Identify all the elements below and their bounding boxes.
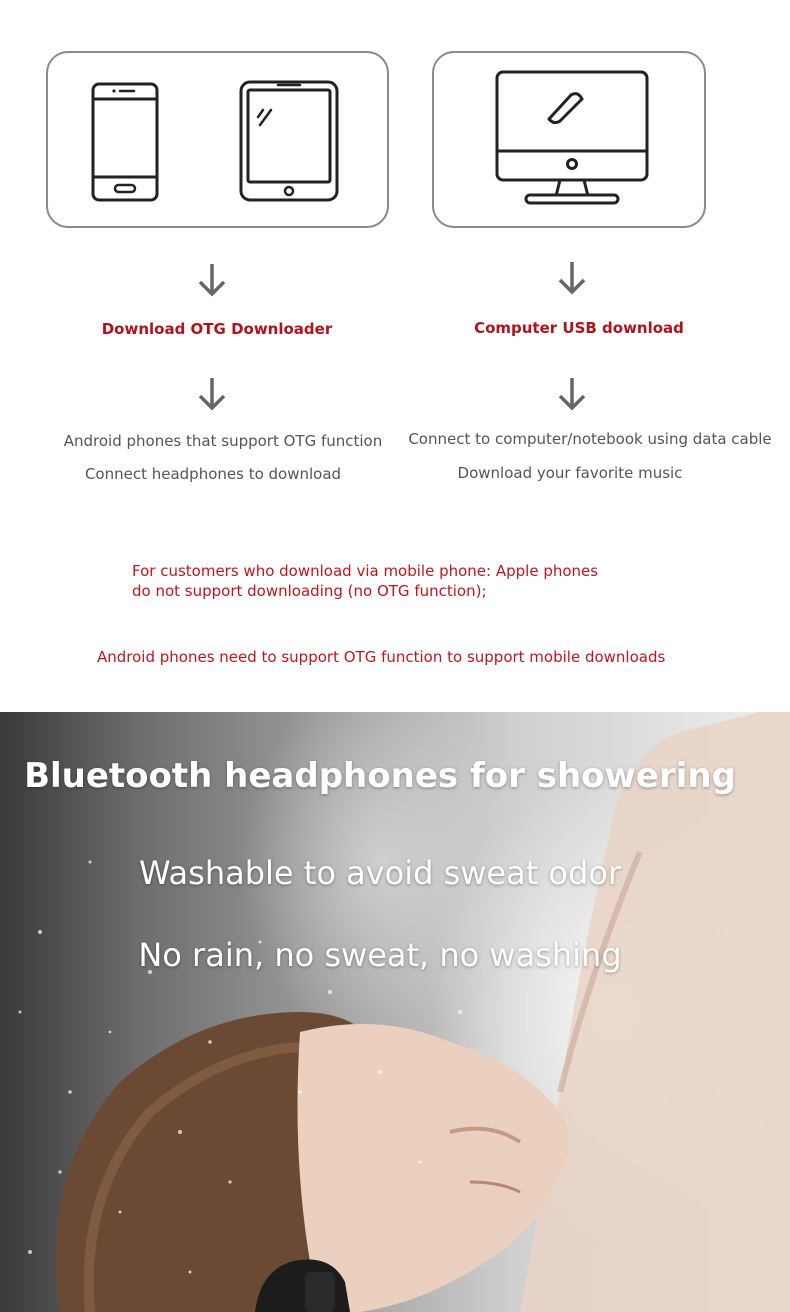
usb-description-line1: Connect to computer/notebook using data cable — [408, 430, 772, 448]
apple-note — [132, 561, 692, 601]
banner-line1: Washable to avoid sweat odor — [138, 854, 622, 892]
shower-banner — [0, 712, 790, 1312]
computer-card — [432, 51, 706, 228]
banner-title: Bluetooth headphones for showering — [24, 756, 736, 796]
desktop-monitor-icon — [494, 69, 650, 207]
down-arrow-icon — [557, 260, 587, 296]
usb-description-line2: Download your favorite music — [457, 464, 683, 482]
down-arrow-icon — [197, 376, 227, 412]
apple-note-line2: do not support downloading (no OTG function); — [132, 582, 487, 600]
apple-note-line1: For customers who download via mobile phone: Apple phones — [132, 562, 599, 580]
otg-download-heading: Download OTG Downloader — [101, 320, 333, 338]
down-arrow-icon — [557, 376, 587, 412]
android-note: Android phones need to support OTG function to support mobile downloads — [97, 648, 666, 666]
shower-person-image — [0, 712, 790, 1312]
smartphone-icon — [90, 81, 160, 203]
tablet-icon — [238, 79, 340, 203]
otg-description-line1: Android phones that support OTG function — [63, 432, 383, 450]
mobile-devices-card — [46, 51, 389, 228]
otg-description-line2: Connect headphones to download — [84, 465, 342, 483]
down-arrow-icon — [197, 262, 227, 298]
usb-download-heading: Computer USB download — [474, 319, 684, 337]
banner-line2: No rain, no sweat, no washing — [138, 936, 622, 974]
